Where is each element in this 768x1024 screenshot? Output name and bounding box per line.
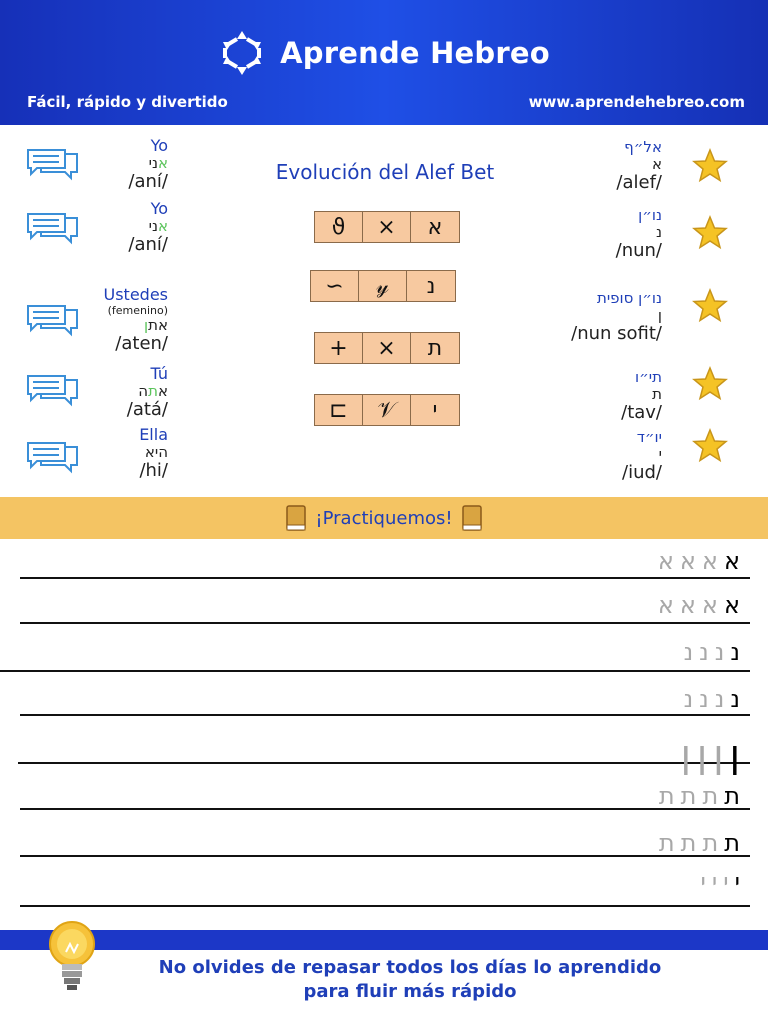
trace-letter: נ xyxy=(683,685,694,713)
practice-row xyxy=(659,782,740,810)
letter-name: אל״ף xyxy=(624,138,662,156)
vocab-left-item xyxy=(48,200,168,256)
trace-letter: י xyxy=(700,868,706,896)
trace-letter: ת xyxy=(702,829,719,857)
evolution-row xyxy=(314,211,460,243)
vocab-hebrew: אתן xyxy=(144,316,168,334)
model-letter: א xyxy=(723,547,740,575)
writing-line xyxy=(20,577,750,579)
evolution-glyph: ⨯ xyxy=(363,212,411,242)
practice-banner xyxy=(0,497,768,539)
evolution-glyph: ת xyxy=(411,333,459,363)
evolution-glyph: 𝒱 xyxy=(363,395,411,425)
evolution-glyph: נ xyxy=(407,271,455,301)
trace-letter: א xyxy=(657,547,674,575)
writing-line xyxy=(20,855,750,857)
footer-message xyxy=(110,956,710,1004)
model-letter: ן xyxy=(729,732,740,776)
trace-letter: ת xyxy=(658,829,675,857)
star-icon xyxy=(692,428,728,464)
letter-glyph: י xyxy=(658,445,662,463)
vocab-hebrew: היא xyxy=(144,443,168,461)
practice-label: ¡Practiquemos! xyxy=(315,507,453,529)
trace-letter: ת xyxy=(658,782,675,810)
trace-letter: נ xyxy=(683,638,694,666)
letter-card xyxy=(616,138,662,194)
trace-letter: ת xyxy=(680,829,697,857)
trace-letter: א xyxy=(701,547,718,575)
book-icon xyxy=(461,504,483,532)
practice-row xyxy=(658,547,740,575)
vocab-left-item xyxy=(48,286,168,355)
vocab-transliteration: /aten/ xyxy=(115,333,168,354)
letter-transliteration: /tav/ xyxy=(621,402,662,423)
trace-letter: א xyxy=(679,547,696,575)
star-icon xyxy=(692,215,728,251)
writing-line xyxy=(20,714,750,716)
evolution-glyph: ϑ xyxy=(315,212,363,242)
vocab-hebrew: אתה xyxy=(138,382,168,400)
practice-row xyxy=(681,734,740,774)
evolution-glyph: ⊏ xyxy=(315,395,363,425)
practice-row xyxy=(658,591,740,619)
letter-card xyxy=(616,206,662,262)
trace-letter: ת xyxy=(702,782,719,810)
evolution-glyph: ∽ xyxy=(311,271,359,301)
star-icon xyxy=(692,366,728,402)
practice-row xyxy=(684,638,740,666)
trace-letter: י xyxy=(723,868,729,896)
writing-line xyxy=(20,905,750,907)
trace-letter: א xyxy=(679,591,696,619)
model-letter: נ xyxy=(730,685,740,713)
letter-transliteration: /nun/ xyxy=(615,240,662,261)
letter-transliteration: /iud/ xyxy=(622,462,662,483)
practice-row xyxy=(684,685,740,713)
writing-line xyxy=(18,762,750,764)
evolution-glyph: + xyxy=(315,333,363,363)
evolution-row xyxy=(314,332,460,364)
trace-letter: נ xyxy=(699,638,709,666)
vocab-transliteration: /atá/ xyxy=(126,399,168,420)
vocab-transliteration: /aní/ xyxy=(128,171,168,192)
evolution-glyph: 𝓎 xyxy=(359,271,407,301)
vocab-transliteration: /hi/ xyxy=(139,460,168,481)
vocab-left-item xyxy=(48,365,168,421)
star-icon xyxy=(692,148,728,184)
model-letter: ת xyxy=(724,829,740,857)
model-letter: ת xyxy=(724,782,740,810)
tagline: Fácil, rápido y divertido xyxy=(27,93,228,111)
vocab-hebrew: אני xyxy=(148,217,168,235)
trace-letter: ן xyxy=(713,732,724,776)
trace-letter: נ xyxy=(699,685,709,713)
letter-name: נו״ן סופית xyxy=(596,289,662,307)
header xyxy=(0,0,768,125)
star-icon xyxy=(692,288,728,324)
letter-transliteration: /nun sofit/ xyxy=(571,323,662,344)
practice-row xyxy=(659,829,740,857)
writing-line xyxy=(20,808,750,810)
evolution-row xyxy=(314,394,460,426)
vocab-spanish: Yo xyxy=(150,199,168,218)
footer-line-1: No olvides de repasar todos los días lo aprendido xyxy=(158,957,662,978)
footer-bar xyxy=(0,930,768,950)
footer-line-2: para fluir más rápido xyxy=(303,981,517,1002)
writing-line xyxy=(0,670,750,672)
writing-line xyxy=(20,622,750,624)
letter-glyph: א xyxy=(651,155,662,173)
vocab-left-item xyxy=(48,137,168,193)
letter-glyph: ן xyxy=(657,306,662,324)
letter-name: נו״ן xyxy=(638,206,662,224)
practice-row xyxy=(701,868,741,896)
vocab-hebrew: אני xyxy=(148,154,168,172)
evolution-row xyxy=(310,270,456,302)
vocab-transliteration: /aní/ xyxy=(128,234,168,255)
vocab-note: (femenino) xyxy=(107,304,168,317)
letter-name: תי״ו xyxy=(635,368,662,386)
brand-title: Aprende Hebreo xyxy=(280,36,550,70)
letter-glyph: ת xyxy=(652,385,662,403)
vocab-left-item xyxy=(48,426,168,482)
model-letter: א xyxy=(723,591,740,619)
model-letter: נ xyxy=(730,638,740,666)
letter-card xyxy=(621,368,662,424)
evolution-glyph: י xyxy=(411,395,459,425)
letter-glyph: נ xyxy=(655,223,662,241)
trace-letter: א xyxy=(657,591,674,619)
star-of-david-icon xyxy=(218,29,266,77)
evolution-glyph: × xyxy=(363,333,411,363)
vocab-spanish: Yo xyxy=(150,136,168,155)
letter-card xyxy=(622,428,662,484)
website-link[interactable]: www.aprendehebreo.com xyxy=(528,93,745,111)
evolution-title: Evolución del Alef Bet xyxy=(275,160,495,184)
trace-letter: ת xyxy=(680,782,697,810)
logo xyxy=(0,28,768,78)
evolution-glyph: א xyxy=(411,212,459,242)
trace-letter: נ xyxy=(714,638,725,666)
vocab-spanish: Tú xyxy=(150,364,168,383)
vocab-spanish: Ustedes xyxy=(103,285,168,304)
trace-letter: ן xyxy=(696,732,708,776)
trace-letter: י xyxy=(711,868,718,896)
lightbulb-icon xyxy=(46,916,98,996)
vocab-spanish: Ella xyxy=(139,425,168,444)
model-letter: י xyxy=(734,868,740,896)
trace-letter: נ xyxy=(714,685,725,713)
book-icon xyxy=(285,504,307,532)
trace-letter: א xyxy=(701,591,718,619)
letter-card xyxy=(571,289,662,345)
trace-letter: ן xyxy=(680,732,691,776)
letter-transliteration: /alef/ xyxy=(616,172,662,193)
letter-name: יו״ד xyxy=(636,428,662,446)
